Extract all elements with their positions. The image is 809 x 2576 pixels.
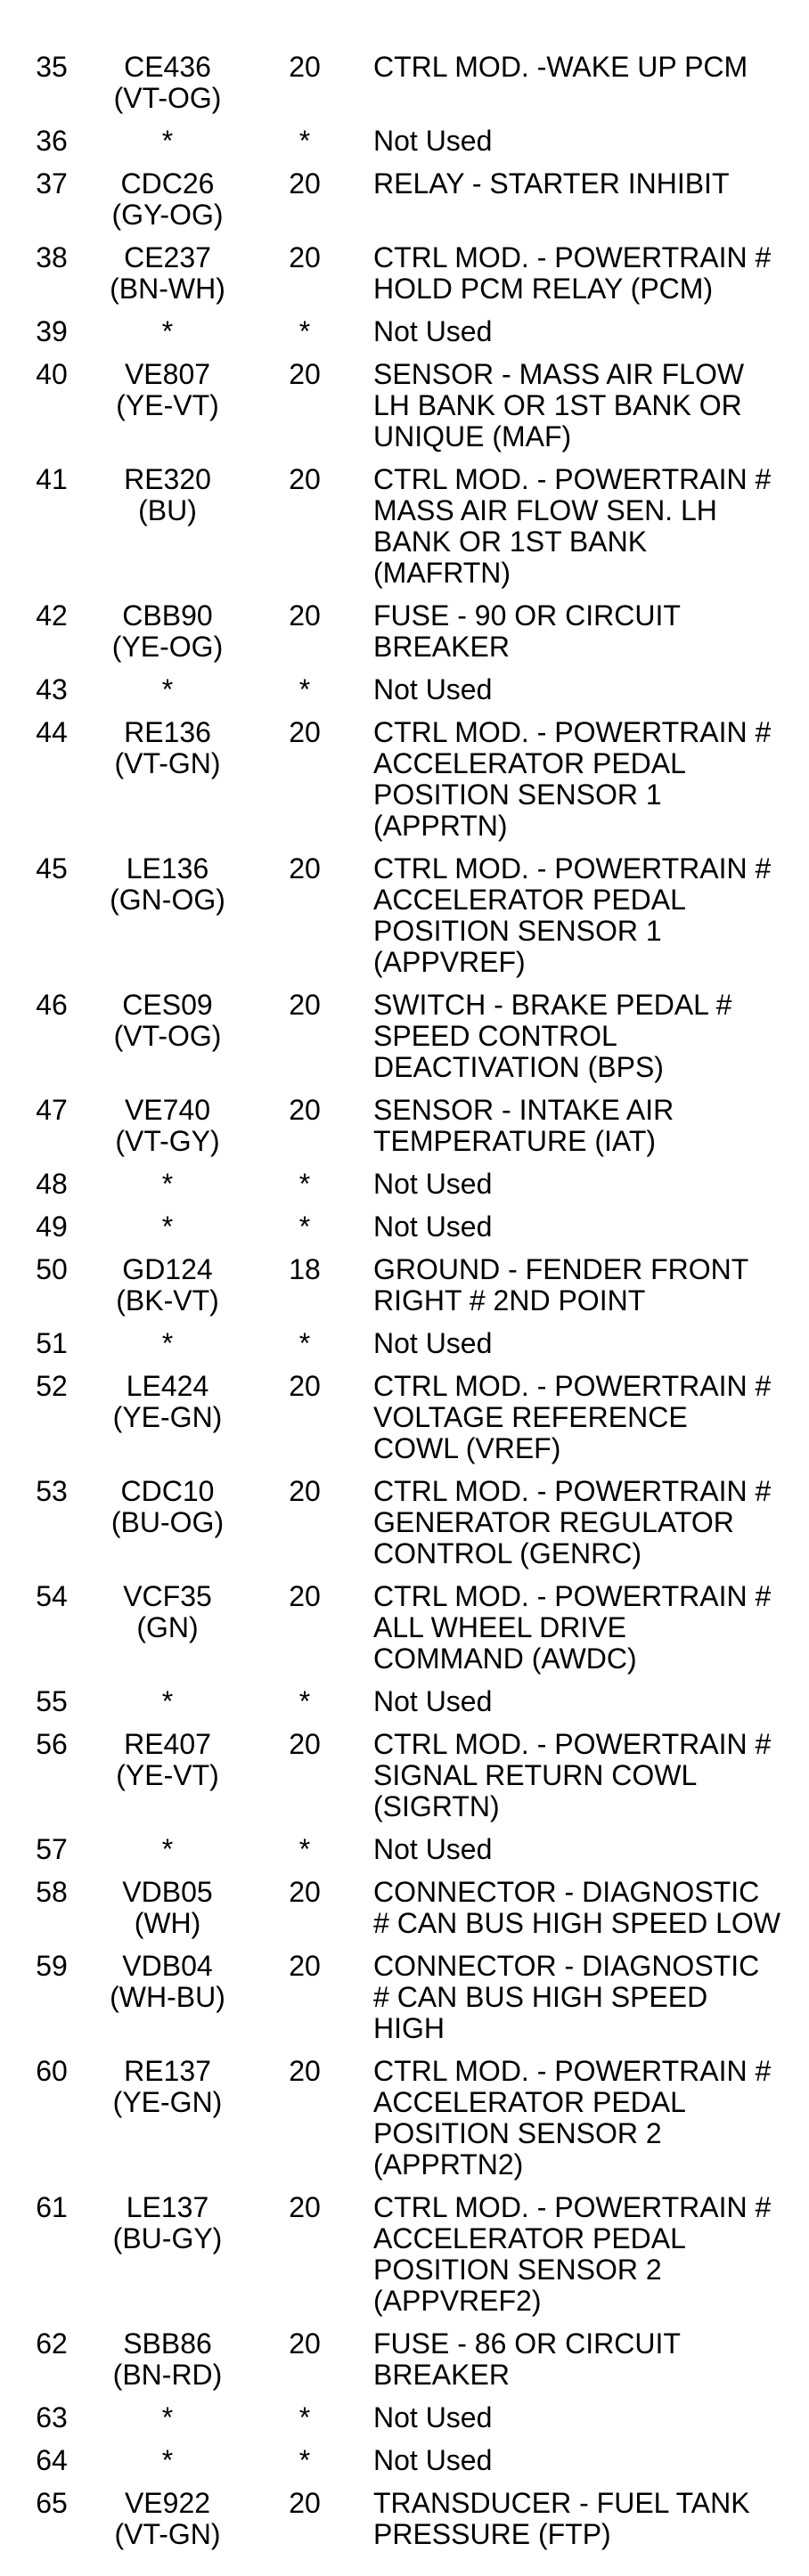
circuit-cell	[89, 1095, 246, 1157]
function-line: Not Used	[373, 2401, 493, 2433]
circuit-code: CES09	[122, 989, 213, 1021]
function-line: FUSE - 90 OR CIRCUIT	[373, 599, 681, 632]
function-line: CONTROL (GENRC)	[373, 1537, 642, 1569]
wire-color: (VT-GY)	[115, 1125, 220, 1157]
pin-number: 53	[36, 1475, 68, 1507]
pin-number: 55	[36, 1685, 68, 1717]
function-line: SENSOR - MASS AIR FLOW	[373, 358, 745, 390]
circuit-function	[373, 990, 809, 1083]
pin-number: 37	[36, 167, 68, 200]
function-line: Not Used	[373, 2444, 493, 2476]
function-line: RELAY - STARTER INHIBIT	[373, 167, 730, 200]
circuit-cell	[89, 2445, 246, 2476]
function-line: SIGNAL RETURN COWL	[373, 1759, 698, 1791]
function-line: ACCELERATOR PEDAL	[373, 2086, 686, 2118]
pin-number: 58	[36, 1876, 68, 1908]
function-line: POSITION SENSOR 2	[373, 2254, 662, 2286]
function-line: SPEED CONTROL	[373, 1020, 617, 1052]
wire-gauge: *	[298, 1685, 311, 1717]
function-line: GROUND - FENDER FRONT	[373, 1253, 749, 1285]
circuit-function	[373, 2488, 809, 2550]
pin-number: 63	[36, 2401, 68, 2433]
circuit-function	[373, 1211, 809, 1243]
pin-number: 49	[36, 1211, 68, 1243]
circuit-cell	[89, 359, 246, 421]
function-line: HIGH	[373, 2012, 445, 2044]
function-line: DEACTIVATION (BPS)	[373, 1051, 664, 1083]
wire-gauge: 20	[289, 989, 321, 1021]
pin-number: 56	[36, 1728, 68, 1760]
wire-gauge: 20	[289, 463, 321, 495]
wire-gauge: 20	[289, 1094, 321, 1126]
circuit-code: VDB05	[122, 1876, 213, 1908]
circuit-code: *	[161, 2444, 174, 2476]
function-line: CTRL MOD. - POWERTRAIN #	[373, 716, 772, 748]
wire-gauge: 20	[289, 167, 321, 200]
function-line: Not Used	[373, 1327, 493, 1359]
circuit-cell	[89, 1686, 246, 1717]
wire-gauge: 20	[289, 852, 321, 884]
pin-number: 35	[36, 51, 68, 83]
wire-color: (GY-OG)	[111, 199, 224, 231]
pin-number: 47	[36, 1094, 68, 1126]
wire-color: (WH)	[134, 1907, 201, 1939]
function-line: CTRL MOD. - POWERTRAIN #	[373, 1475, 772, 1507]
function-line: CTRL MOD. - POWERTRAIN #	[373, 2191, 772, 2223]
circuit-cell	[89, 126, 246, 157]
wire-color: (BN-RD)	[112, 2359, 223, 2391]
wire-gauge: 20	[289, 51, 321, 83]
circuit-code: CBB90	[122, 599, 213, 632]
circuit-cell	[89, 52, 246, 114]
function-line: (APPVREF2)	[373, 2285, 542, 2317]
wire-gauge: 20	[289, 1728, 321, 1760]
function-line: MASS AIR FLOW SEN. LH	[373, 494, 717, 526]
circuit-code: VE922	[124, 2487, 211, 2519]
pin-number: 36	[36, 125, 68, 157]
circuit-function	[373, 853, 809, 978]
circuit-function	[373, 126, 809, 157]
wire-gauge: *	[298, 1833, 311, 1865]
wire-gauge: 20	[289, 1370, 321, 1402]
circuit-code: LE136	[126, 852, 209, 884]
wire-gauge: 20	[289, 2327, 321, 2360]
circuit-code: *	[161, 673, 174, 705]
pin-number: 64	[36, 2444, 68, 2476]
circuit-function	[373, 1328, 809, 1359]
wire-gauge: 20	[289, 358, 321, 390]
circuit-function	[373, 52, 809, 83]
wire-color: (BU-GY)	[112, 2222, 223, 2254]
circuit-code: *	[161, 2401, 174, 2433]
wire-gauge: 20	[289, 1475, 321, 1507]
function-line: CTRL MOD. -WAKE UP PCM	[373, 51, 748, 83]
function-line: (APPVREF)	[373, 946, 526, 978]
function-line: Not Used	[373, 1168, 493, 1200]
circuit-cell	[89, 316, 246, 347]
function-line: # CAN BUS HIGH SPEED	[373, 1981, 708, 2013]
wire-gauge: 20	[289, 2487, 321, 2519]
circuit-cell	[89, 674, 246, 705]
function-line: CONNECTOR - DIAGNOSTIC	[373, 1950, 760, 1982]
wire-gauge: 20	[289, 599, 321, 632]
circuit-code: VE807	[124, 358, 211, 390]
function-line: ALL WHEEL DRIVE	[373, 1611, 626, 1643]
pin-number: 65	[36, 2487, 68, 2519]
circuit-function	[373, 464, 809, 589]
function-line: CONNECTOR - DIAGNOSTIC	[373, 1876, 760, 1908]
function-line: BREAKER	[373, 2359, 510, 2391]
function-line: VOLTAGE REFERENCE	[373, 1401, 688, 1433]
wire-color: (YE-OG)	[111, 631, 224, 663]
circuit-code: VCF35	[123, 1580, 212, 1612]
circuit-function	[373, 1951, 809, 2044]
circuit-code: CE237	[124, 241, 211, 273]
wire-gauge: *	[298, 1211, 311, 1243]
function-line: FUSE - 86 OR CIRCUIT	[373, 2327, 681, 2360]
function-line: POSITION SENSOR 1	[373, 915, 662, 947]
circuit-cell	[89, 990, 246, 1052]
function-line: # CAN BUS HIGH SPEED LOW	[373, 1907, 780, 1939]
wire-gauge: 20	[289, 716, 321, 748]
function-line: CTRL MOD. - POWERTRAIN #	[373, 241, 772, 273]
pin-number: 39	[36, 315, 68, 347]
circuit-code: LE424	[126, 1370, 209, 1402]
circuit-code: *	[161, 1327, 174, 1359]
circuit-cell	[89, 600, 246, 663]
function-line: ACCELERATOR PEDAL	[373, 747, 686, 779]
circuit-code: *	[161, 315, 174, 347]
function-line: CTRL MOD. - POWERTRAIN #	[373, 463, 772, 495]
function-line: Not Used	[373, 125, 493, 157]
wire-gauge: *	[298, 1327, 311, 1359]
circuit-code: CDC10	[120, 1475, 215, 1507]
wire-gauge: 18	[289, 1253, 321, 1285]
wire-color: (YE-GN)	[112, 2086, 223, 2118]
circuit-code: CDC26	[120, 167, 215, 200]
circuit-code: *	[161, 1685, 174, 1717]
function-line: POSITION SENSOR 1	[373, 779, 662, 811]
pin-number: 43	[36, 673, 68, 705]
circuit-cell	[89, 2328, 246, 2391]
function-line: Not Used	[373, 673, 493, 705]
function-line: UNIQUE (MAF)	[373, 420, 572, 452]
circuit-code: *	[161, 125, 174, 157]
function-line: Not Used	[373, 1833, 493, 1865]
wire-color: (VT-OG)	[113, 1020, 222, 1052]
circuit-cell	[89, 1211, 246, 1243]
function-line: BREAKER	[373, 631, 510, 663]
wire-gauge: *	[298, 2444, 311, 2476]
wire-gauge: 20	[289, 2055, 321, 2087]
circuit-function	[373, 1834, 809, 1865]
wire-gauge: 20	[289, 241, 321, 273]
circuit-function	[373, 2056, 809, 2181]
pin-number: 57	[36, 1833, 68, 1865]
circuit-code: VE740	[124, 1094, 211, 1126]
circuit-cell	[89, 2488, 246, 2550]
function-line: CTRL MOD. - POWERTRAIN #	[373, 2055, 772, 2087]
function-line: CTRL MOD. - POWERTRAIN #	[373, 1580, 772, 1612]
pin-number: 52	[36, 1370, 68, 1402]
circuit-function	[373, 1581, 809, 1675]
function-line: GENERATOR REGULATOR	[373, 1506, 734, 1538]
function-line: COWL (VREF)	[373, 1432, 561, 1464]
function-line: SWITCH - BRAKE PEDAL #	[373, 989, 732, 1021]
circuit-code: GD124	[122, 1253, 213, 1285]
circuit-function	[373, 1169, 809, 1200]
pin-number: 40	[36, 358, 68, 390]
pin-number: 50	[36, 1253, 68, 1285]
wire-color: (GN-OG)	[110, 884, 225, 916]
wire-color: (BN-WH)	[110, 273, 225, 305]
circuit-function	[373, 359, 809, 452]
function-line: CTRL MOD. - POWERTRAIN #	[373, 852, 772, 884]
circuit-function	[373, 717, 809, 842]
wire-color: (BU-OG)	[110, 1506, 225, 1538]
wire-color: (BK-VT)	[116, 1284, 219, 1317]
circuit-cell	[89, 1834, 246, 1865]
circuit-code: CE436	[124, 51, 211, 83]
circuit-function	[373, 2445, 809, 2476]
wire-color: (YE-VT)	[116, 389, 219, 421]
circuit-function	[373, 1254, 809, 1317]
wire-color: (GN)	[136, 1611, 199, 1643]
circuit-cell	[89, 464, 246, 526]
circuit-function	[373, 600, 809, 663]
wire-gauge: *	[298, 1168, 311, 1200]
pin-number: 46	[36, 989, 68, 1021]
function-line: RIGHT # 2ND POINT	[373, 1284, 646, 1317]
circuit-cell	[89, 1328, 246, 1359]
wire-gauge: *	[298, 315, 311, 347]
pin-number: 42	[36, 599, 68, 632]
pin-number: 41	[36, 463, 68, 495]
wire-gauge: 20	[289, 1580, 321, 1612]
circuit-function	[373, 2328, 809, 2391]
pin-number: 45	[36, 852, 68, 884]
pin-number: 48	[36, 1168, 68, 1200]
circuit-cell	[89, 1169, 246, 1200]
function-line: (APPRTN)	[373, 810, 508, 842]
wire-gauge: 20	[289, 1876, 321, 1908]
circuit-function	[373, 1877, 809, 1939]
function-line: (SIGRTN)	[373, 1790, 500, 1822]
function-line: Not Used	[373, 1685, 493, 1717]
function-line: Not Used	[373, 1211, 493, 1243]
circuit-cell	[89, 2192, 246, 2254]
circuit-cell	[89, 168, 246, 231]
function-line: ACCELERATOR PEDAL	[373, 884, 686, 916]
wire-color: (BU)	[138, 494, 197, 526]
function-line: BANK OR 1ST BANK	[373, 526, 648, 558]
pin-number: 61	[36, 2191, 68, 2223]
function-line: PRESSURE (FTP)	[373, 2518, 611, 2550]
pin-number: 54	[36, 1580, 68, 1612]
wire-color: (YE-VT)	[116, 1759, 219, 1791]
circuit-cell	[89, 1729, 246, 1791]
circuit-function	[373, 168, 809, 200]
function-line: CTRL MOD. - POWERTRAIN #	[373, 1370, 772, 1402]
circuit-code: *	[161, 1833, 174, 1865]
function-line: (APPRTN2)	[373, 2148, 524, 2181]
circuit-code: RE407	[124, 1728, 211, 1760]
circuit-cell	[89, 717, 246, 779]
circuit-cell	[89, 2402, 246, 2433]
circuit-cell	[89, 1254, 246, 1317]
wire-color: (VT-OG)	[113, 82, 222, 114]
wire-gauge: *	[298, 2401, 311, 2433]
function-line: TEMPERATURE (IAT)	[373, 1125, 657, 1157]
wire-gauge: *	[298, 673, 311, 705]
circuit-function	[373, 2402, 809, 2433]
function-line: SENSOR - INTAKE AIR	[373, 1094, 674, 1126]
function-line: LH BANK OR 1ST BANK OR	[373, 389, 742, 421]
circuit-code: RE136	[124, 716, 211, 748]
circuit-function	[373, 2192, 809, 2317]
wire-gauge: 20	[289, 1950, 321, 1982]
wire-color: (WH-BU)	[110, 1981, 225, 2013]
function-line: (MAFRTN)	[373, 557, 511, 589]
function-line: Not Used	[373, 315, 493, 347]
circuit-cell	[89, 1951, 246, 2013]
circuit-cell	[89, 242, 246, 305]
circuit-function	[373, 1095, 809, 1157]
circuit-cell	[89, 1581, 246, 1643]
circuit-cell	[89, 2056, 246, 2118]
pin-number: 44	[36, 716, 68, 748]
pin-number: 38	[36, 241, 68, 273]
function-line: CTRL MOD. - POWERTRAIN #	[373, 1728, 772, 1760]
pin-number: 51	[36, 1327, 68, 1359]
circuit-function	[373, 242, 809, 305]
function-line: HOLD PCM RELAY (PCM)	[373, 273, 714, 305]
pin-number: 59	[36, 1950, 68, 1982]
circuit-cell	[89, 1371, 246, 1433]
function-line: POSITION SENSOR 2	[373, 2117, 662, 2149]
circuit-cell	[89, 1877, 246, 1939]
circuit-function	[373, 1371, 809, 1464]
circuit-code: LE137	[126, 2191, 209, 2223]
pin-number: 60	[36, 2055, 68, 2087]
function-line: TRANSDUCER - FUEL TANK	[373, 2487, 750, 2519]
circuit-function	[373, 1476, 809, 1569]
wire-color: (VT-GN)	[114, 2518, 221, 2550]
wire-color: (YE-GN)	[112, 1401, 223, 1433]
wire-color: (VT-GN)	[114, 747, 221, 779]
circuit-code: VDB04	[122, 1950, 213, 1982]
circuit-code: *	[161, 1168, 174, 1200]
pin-number: 62	[36, 2327, 68, 2360]
circuit-code: RE137	[124, 2055, 211, 2087]
circuit-code: SBB86	[123, 2327, 212, 2360]
function-line: COMMAND (AWDC)	[373, 1643, 637, 1675]
circuit-function	[373, 674, 809, 705]
circuit-function	[373, 1729, 809, 1822]
circuit-code: RE320	[124, 463, 211, 495]
function-line: ACCELERATOR PEDAL	[373, 2222, 686, 2254]
circuit-function	[373, 316, 809, 347]
circuit-cell	[89, 1476, 246, 1538]
circuit-cell	[89, 853, 246, 916]
circuit-code: *	[161, 1211, 174, 1243]
wire-gauge: *	[298, 125, 311, 157]
circuit-function	[373, 1686, 809, 1717]
wire-gauge: 20	[289, 2191, 321, 2223]
